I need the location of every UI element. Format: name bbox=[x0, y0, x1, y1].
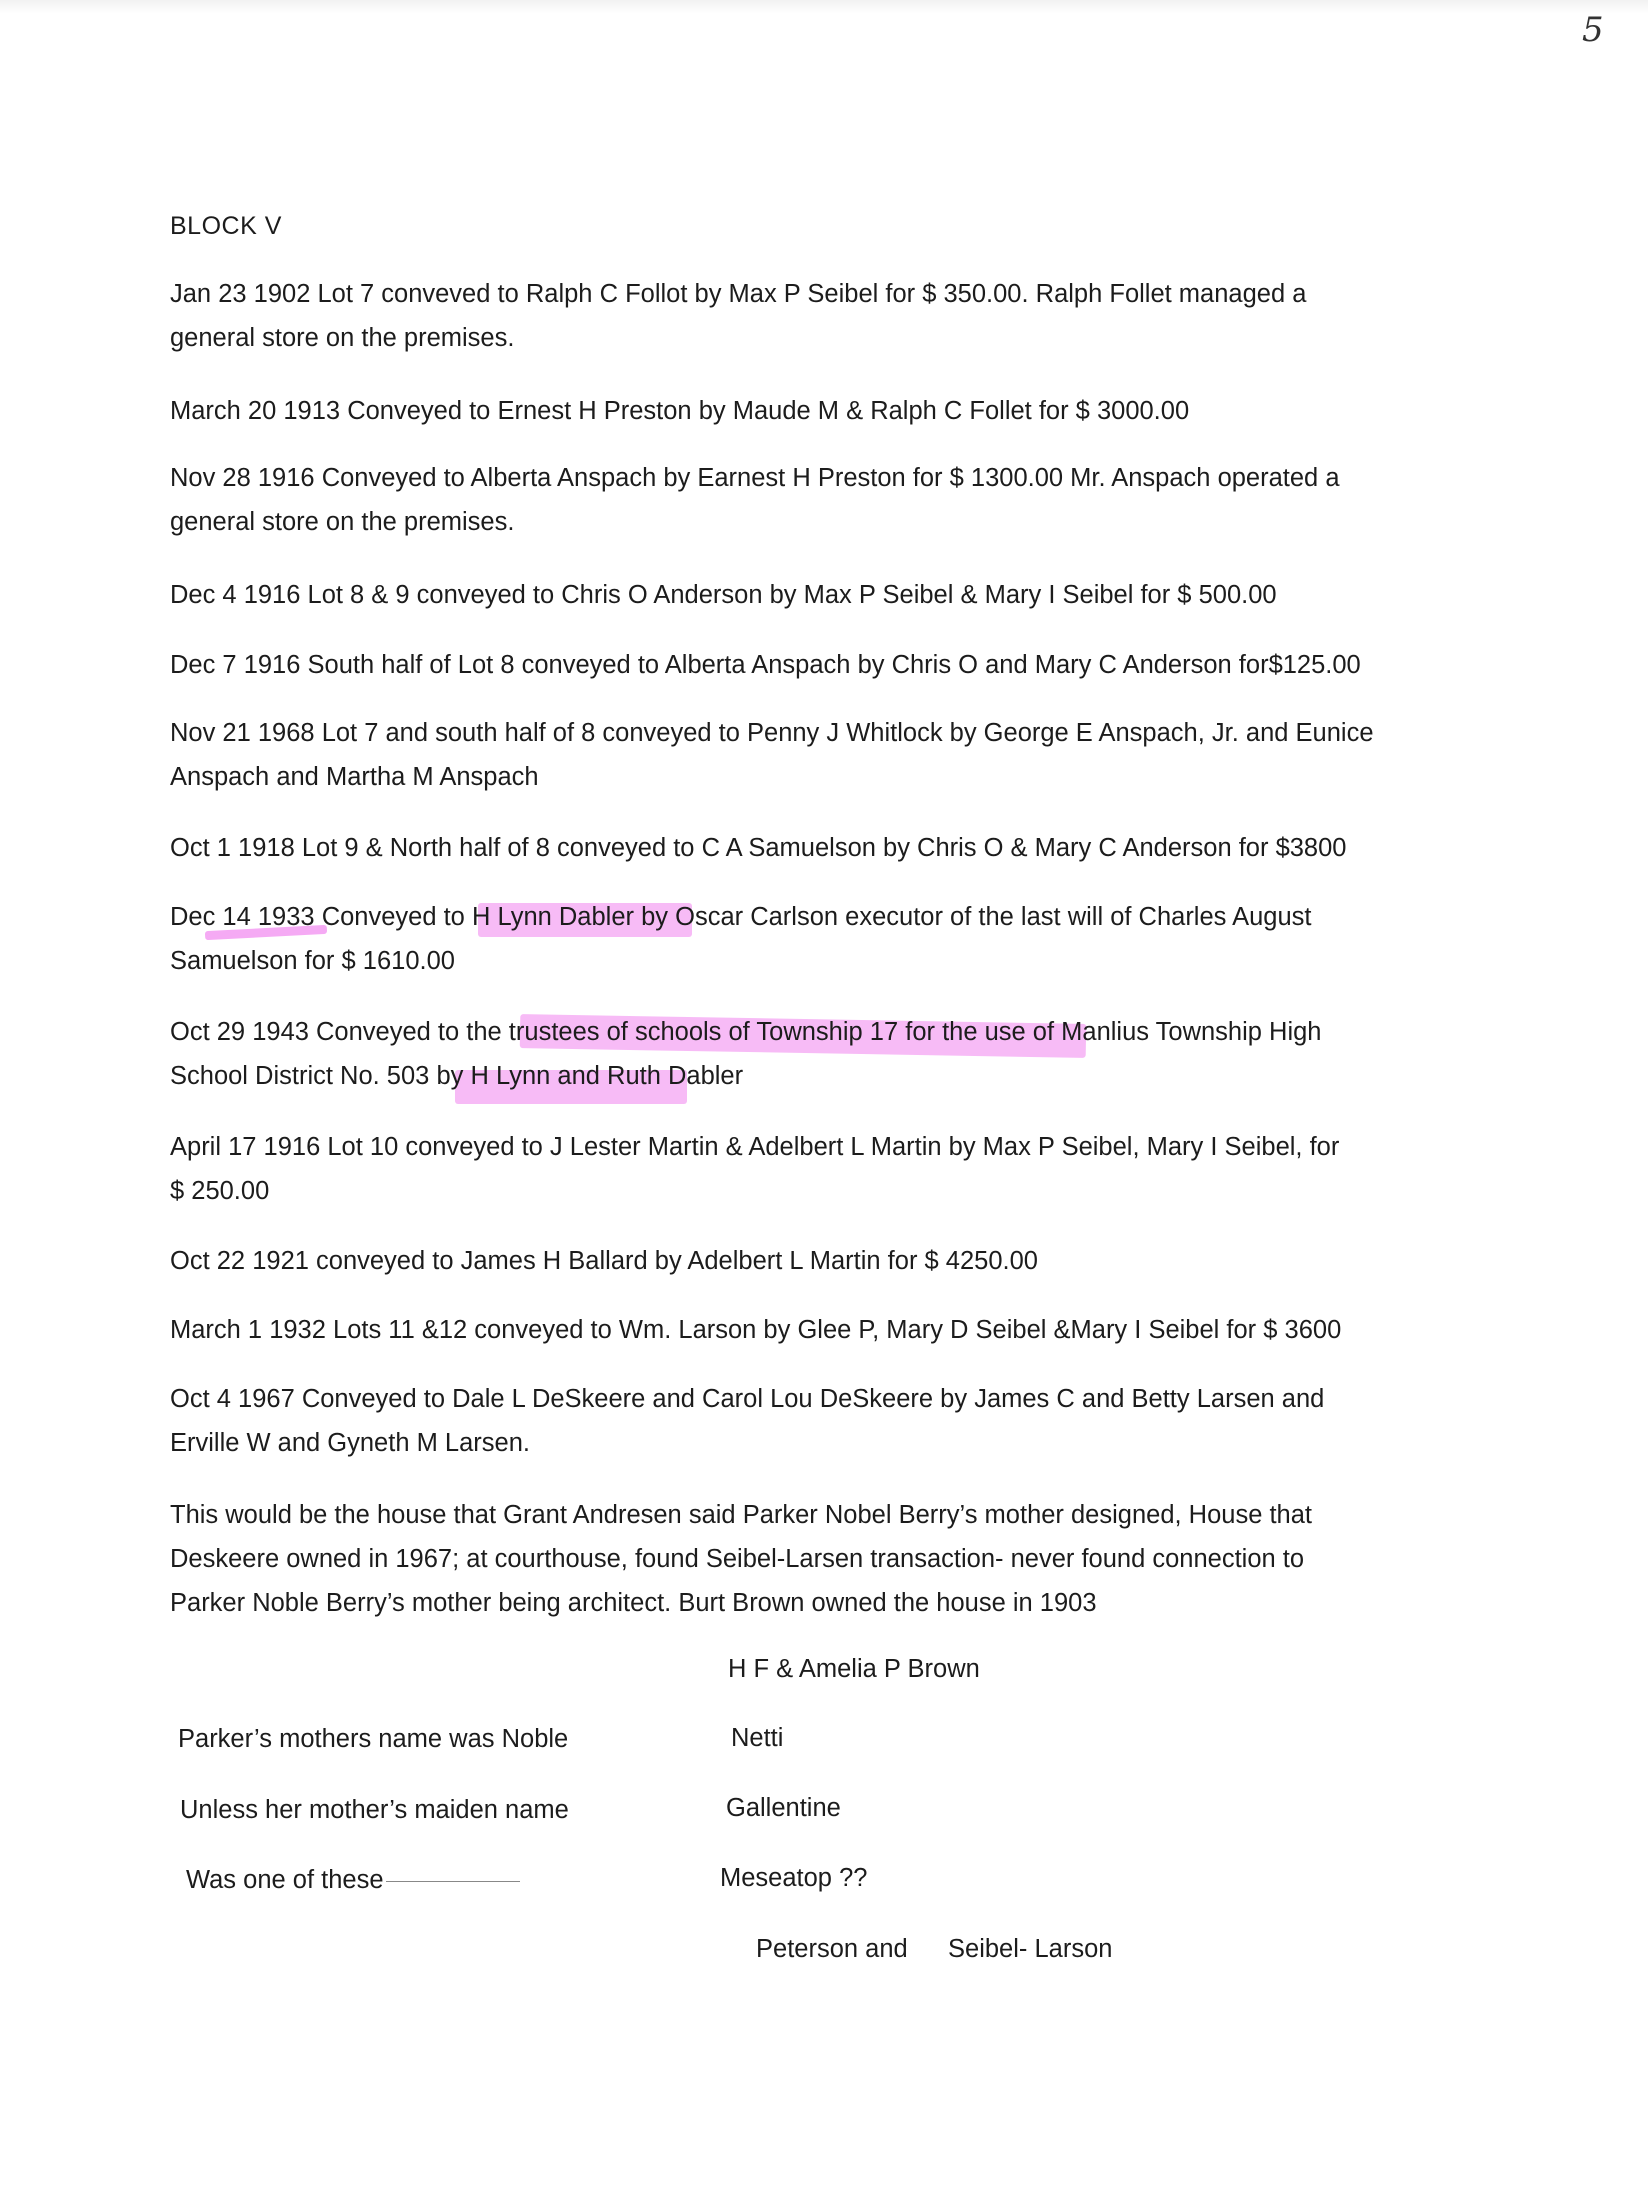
note-line: Deskeere owned in 1967; at courthouse, found Seibel-Larsen transaction- never found connection to bbox=[170, 1545, 1305, 1573]
entry-line: Anspach and Martha M Anspach bbox=[170, 763, 539, 791]
deed-entry bbox=[170, 1377, 1470, 1465]
entry-line: general store on the premises. bbox=[170, 508, 515, 536]
page-number: 5 bbox=[1582, 10, 1604, 50]
name-bottom-a: Peterson and bbox=[756, 1935, 908, 1963]
entry-line: Dec 7 1916 South half of Lot 8 conveyed to Alberta Anspach by Chris O and Mary C Anderson for$125.00 bbox=[170, 651, 1361, 679]
entry-line: Oct 4 1967 Conveyed to Dale L DeSkeere and Carol Lou DeSkeere by James C and Betty Larsen and bbox=[170, 1385, 1325, 1413]
entry-line: $ 250.00 bbox=[170, 1177, 270, 1205]
deed-entry bbox=[170, 389, 1470, 433]
deed-entry bbox=[170, 456, 1470, 544]
name-note-right: Gallentine bbox=[726, 1794, 841, 1822]
deed-entry bbox=[170, 643, 1470, 687]
entry-line: Nov 21 1968 Lot 7 and south half of 8 conveyed to Penny J Whitlock by George E Anspach, Jr. and Eunice bbox=[170, 719, 1374, 747]
name-note-left bbox=[186, 1866, 520, 1895]
entry-line: School District No. 503 by H Lynn and Ruth Dabler bbox=[170, 1062, 744, 1090]
deed-entry bbox=[170, 711, 1470, 799]
entry-line: Oct 1 1918 Lot 9 & North half of 8 conveyed to C A Samuelson by Chris O & Mary C Anderson for $3800 bbox=[170, 834, 1347, 862]
entry-line: Erville W and Gyneth M Larsen. bbox=[170, 1429, 530, 1457]
entry-line: Dec 4 1916 Lot 8 & 9 conveyed to Chris O Anderson by Max P Seibel & Mary I Seibel for $ 500.00 bbox=[170, 581, 1277, 609]
deed-entry bbox=[170, 895, 1470, 983]
entry-line: Jan 23 1902 Lot 7 conveved to Ralph C Follot by Max P Seibel for $ 350.00. Ralph Follet managed a bbox=[170, 280, 1307, 308]
deed-entry bbox=[170, 1125, 1470, 1213]
deed-entry bbox=[170, 1010, 1470, 1098]
scan-edge-shadow bbox=[0, 0, 1648, 14]
entry-line: April 17 1916 Lot 10 conveyed to J Lester Martin & Adelbert L Martin by Max P Seibel, Mary I Seibel, for bbox=[170, 1133, 1340, 1161]
dashed-line bbox=[386, 1881, 520, 1882]
name-note-right: Netti bbox=[731, 1724, 784, 1752]
name-note-left: Parker’s mothers name was Noble bbox=[178, 1725, 569, 1753]
deed-entry bbox=[170, 1308, 1470, 1352]
deed-entry bbox=[170, 272, 1470, 360]
deed-entry bbox=[170, 826, 1470, 870]
name-note-text: Was one of these bbox=[186, 1866, 384, 1894]
note-line: Parker Noble Berry’s mother being architect. Burt Brown owned the house in 1903 bbox=[170, 1589, 1097, 1617]
name-note-right: Meseatop ?? bbox=[720, 1864, 868, 1892]
entry-line: Oct 29 1943 Conveyed to the trustees of schools of Township 17 for the use of Manlius Township High bbox=[170, 1018, 1322, 1046]
entry-line: March 20 1913 Conveyed to Ernest H Preston by Maude M & Ralph C Follet for $ 3000.00 bbox=[170, 397, 1190, 425]
entry-line: general store on the premises. bbox=[170, 324, 515, 352]
name-brown: H F & Amelia P Brown bbox=[728, 1655, 980, 1683]
deed-entry bbox=[170, 1239, 1470, 1283]
name-bottom-b: Seibel- Larson bbox=[948, 1935, 1113, 1963]
deed-entry bbox=[170, 573, 1470, 617]
entry-line: Oct 22 1921 conveyed to James H Ballard by Adelbert L Martin for $ 4250.00 bbox=[170, 1247, 1038, 1275]
entry-line: March 1 1932 Lots 11 &12 conveyed to Wm. Larson by Glee P, Mary D Seibel &Mary I Seibel for $ 3600 bbox=[170, 1316, 1342, 1344]
entry-line: Dec 14 1933 Conveyed to H Lynn Dabler by Oscar Carlson executor of the last will of Charles August bbox=[170, 903, 1312, 931]
entry-line: Nov 28 1916 Conveyed to Alberta Anspach by Earnest H Preston for $ 1300.00 Mr. Anspach operated a bbox=[170, 464, 1340, 492]
entry-line: Samuelson for $ 1610.00 bbox=[170, 947, 455, 975]
note-line: This would be the house that Grant Andresen said Parker Nobel Berry’s mother designed, House that bbox=[170, 1501, 1313, 1529]
research-note bbox=[170, 1493, 1470, 1625]
block-heading: BLOCK V bbox=[170, 212, 282, 240]
name-note-left: Unless her mother’s maiden name bbox=[180, 1796, 569, 1824]
